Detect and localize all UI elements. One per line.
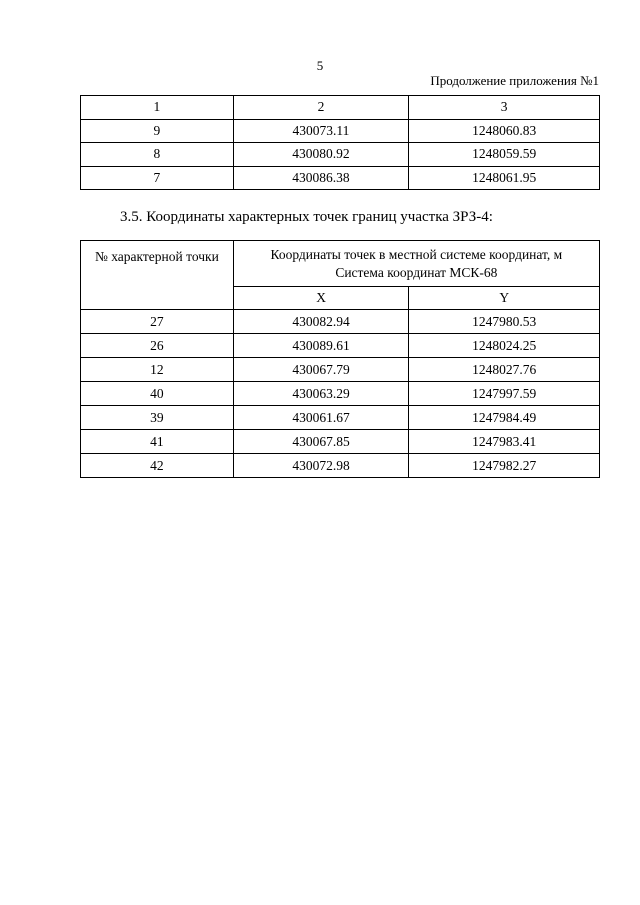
y-coordinate-cell: 1247983.41: [409, 430, 600, 454]
x-column-header: X: [233, 287, 409, 310]
table-row: [81, 382, 600, 406]
point-number-cell: 26: [81, 334, 234, 358]
x-coordinate-cell: 430061.67: [233, 406, 409, 430]
coordinates-header-line1: Координаты точек в местной системе координат, м: [270, 247, 563, 262]
section-heading: 3.5. Координаты характерных точек границ участка ЗРЗ-4:: [120, 209, 493, 225]
x-coordinate-cell: 430063.29: [233, 382, 409, 406]
x-coordinate-cell: 430082.94: [233, 310, 409, 334]
point-number-header: № характерной точки: [81, 241, 234, 310]
table-row: [81, 430, 600, 454]
y-coordinate-cell: 1248024.25: [409, 334, 600, 358]
point-number-cell: 27: [81, 310, 234, 334]
table-row: [81, 310, 600, 334]
zrz4-coordinates-table: [80, 240, 600, 478]
x-coordinate-cell: 430073.11: [233, 119, 409, 143]
y-coordinate-cell: 1248059.59: [409, 143, 600, 167]
y-coordinate-cell: 1248061.95: [409, 166, 600, 190]
table-row: [81, 334, 600, 358]
table-row: [81, 406, 600, 430]
table-row: [81, 143, 600, 167]
point-number-cell: 7: [81, 166, 234, 190]
point-number-cell: 42: [81, 454, 234, 478]
point-number-cell: 12: [81, 358, 234, 382]
column-number-cell: 2: [233, 96, 409, 120]
column-number-cell: 1: [81, 96, 234, 120]
table-row: [81, 119, 600, 143]
point-number-cell: 41: [81, 430, 234, 454]
y-column-header: Y: [409, 287, 600, 310]
table-header-row: [81, 96, 600, 120]
table-row: [81, 454, 600, 478]
point-number-cell: 39: [81, 406, 234, 430]
appendix-continuation-note: Продолжение приложения №1: [430, 73, 599, 88]
x-coordinate-cell: 430080.92: [233, 143, 409, 167]
y-coordinate-cell: 1248060.83: [409, 119, 600, 143]
y-coordinate-cell: 1247980.53: [409, 310, 600, 334]
column-number-cell: 3: [409, 96, 600, 120]
coordinates-header-line2: Система координат МСК-68: [335, 265, 498, 280]
page-number: 5: [316, 58, 324, 73]
x-coordinate-cell: 430089.61: [233, 334, 409, 358]
y-coordinate-cell: 1247997.59: [409, 382, 600, 406]
x-coordinate-cell: 430067.79: [233, 358, 409, 382]
table-header-row: [81, 241, 600, 287]
x-coordinate-cell: 430067.85: [233, 430, 409, 454]
x-coordinate-cell: 430086.38: [233, 166, 409, 190]
x-coordinate-cell: 430072.98: [233, 454, 409, 478]
table-row: [81, 358, 600, 382]
table-row: [81, 166, 600, 190]
coordinates-header: [233, 241, 599, 287]
point-number-cell: 9: [81, 119, 234, 143]
point-number-cell: 8: [81, 143, 234, 167]
point-number-cell: 40: [81, 382, 234, 406]
y-coordinate-cell: 1247984.49: [409, 406, 600, 430]
coordinates-table-continued: [80, 95, 600, 190]
y-coordinate-cell: 1247982.27: [409, 454, 600, 478]
y-coordinate-cell: 1248027.76: [409, 358, 600, 382]
